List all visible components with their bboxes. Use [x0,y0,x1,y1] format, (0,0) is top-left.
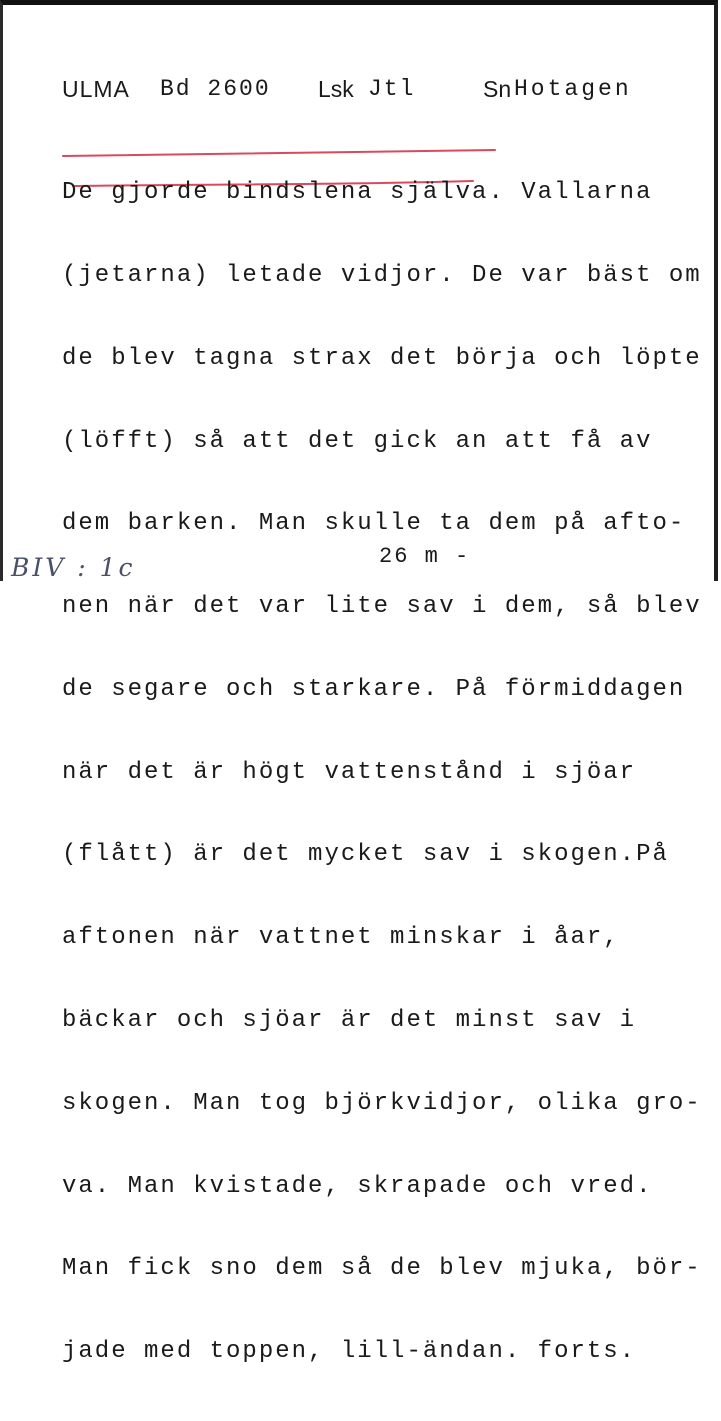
text-line: (löfft) så att det gick an att få av [62,427,653,455]
text-line: när det är högt vattenstånd i sjöar [62,758,637,786]
page-number: 26 m - [379,544,471,569]
card-header [62,71,702,107]
text-line: aftonen när vattnet minskar i åar, [62,924,620,952]
text-line: jade med toppen, lill-ändan. forts. [62,1338,637,1366]
text-line: Man fick sno dem så de blev mjuka, bör- [62,1255,702,1283]
text-line: de segare och starkare. På förmiddagen [62,675,686,703]
county-value: Jtl [368,76,416,102]
text-line: de blev tagna strax det börja och löpte [62,344,702,372]
parish-label: Sn [483,76,512,102]
text-line: (flått) är det mycket sav i skogen.På [62,841,669,869]
text-line: va. Man kvistade, skrapade och vred. [62,1172,653,1200]
parish-value: Hotagen [514,76,632,102]
card-body-text [62,124,712,1421]
text-line: De gjorde bindslena själva. Vallarna [62,179,653,207]
volume-number: Bd 2600 [160,76,271,102]
handwritten-shelf-mark: BIV : 1c [11,553,136,582]
county-label: Lsk [318,76,354,102]
text-line: nen när det var lite sav i dem, så blev [62,593,702,621]
archive-name: ULMA [62,76,130,102]
text-line: dem barken. Man skulle ta dem på afto- [62,510,686,538]
text-line: (jetarna) letade vidjor. De var bäst om [62,261,702,289]
text-line: skogen. Man tog björkvidjor, olika gro- [62,1089,702,1117]
text-line: bäckar och sjöar är det minst sav i [62,1007,637,1034]
